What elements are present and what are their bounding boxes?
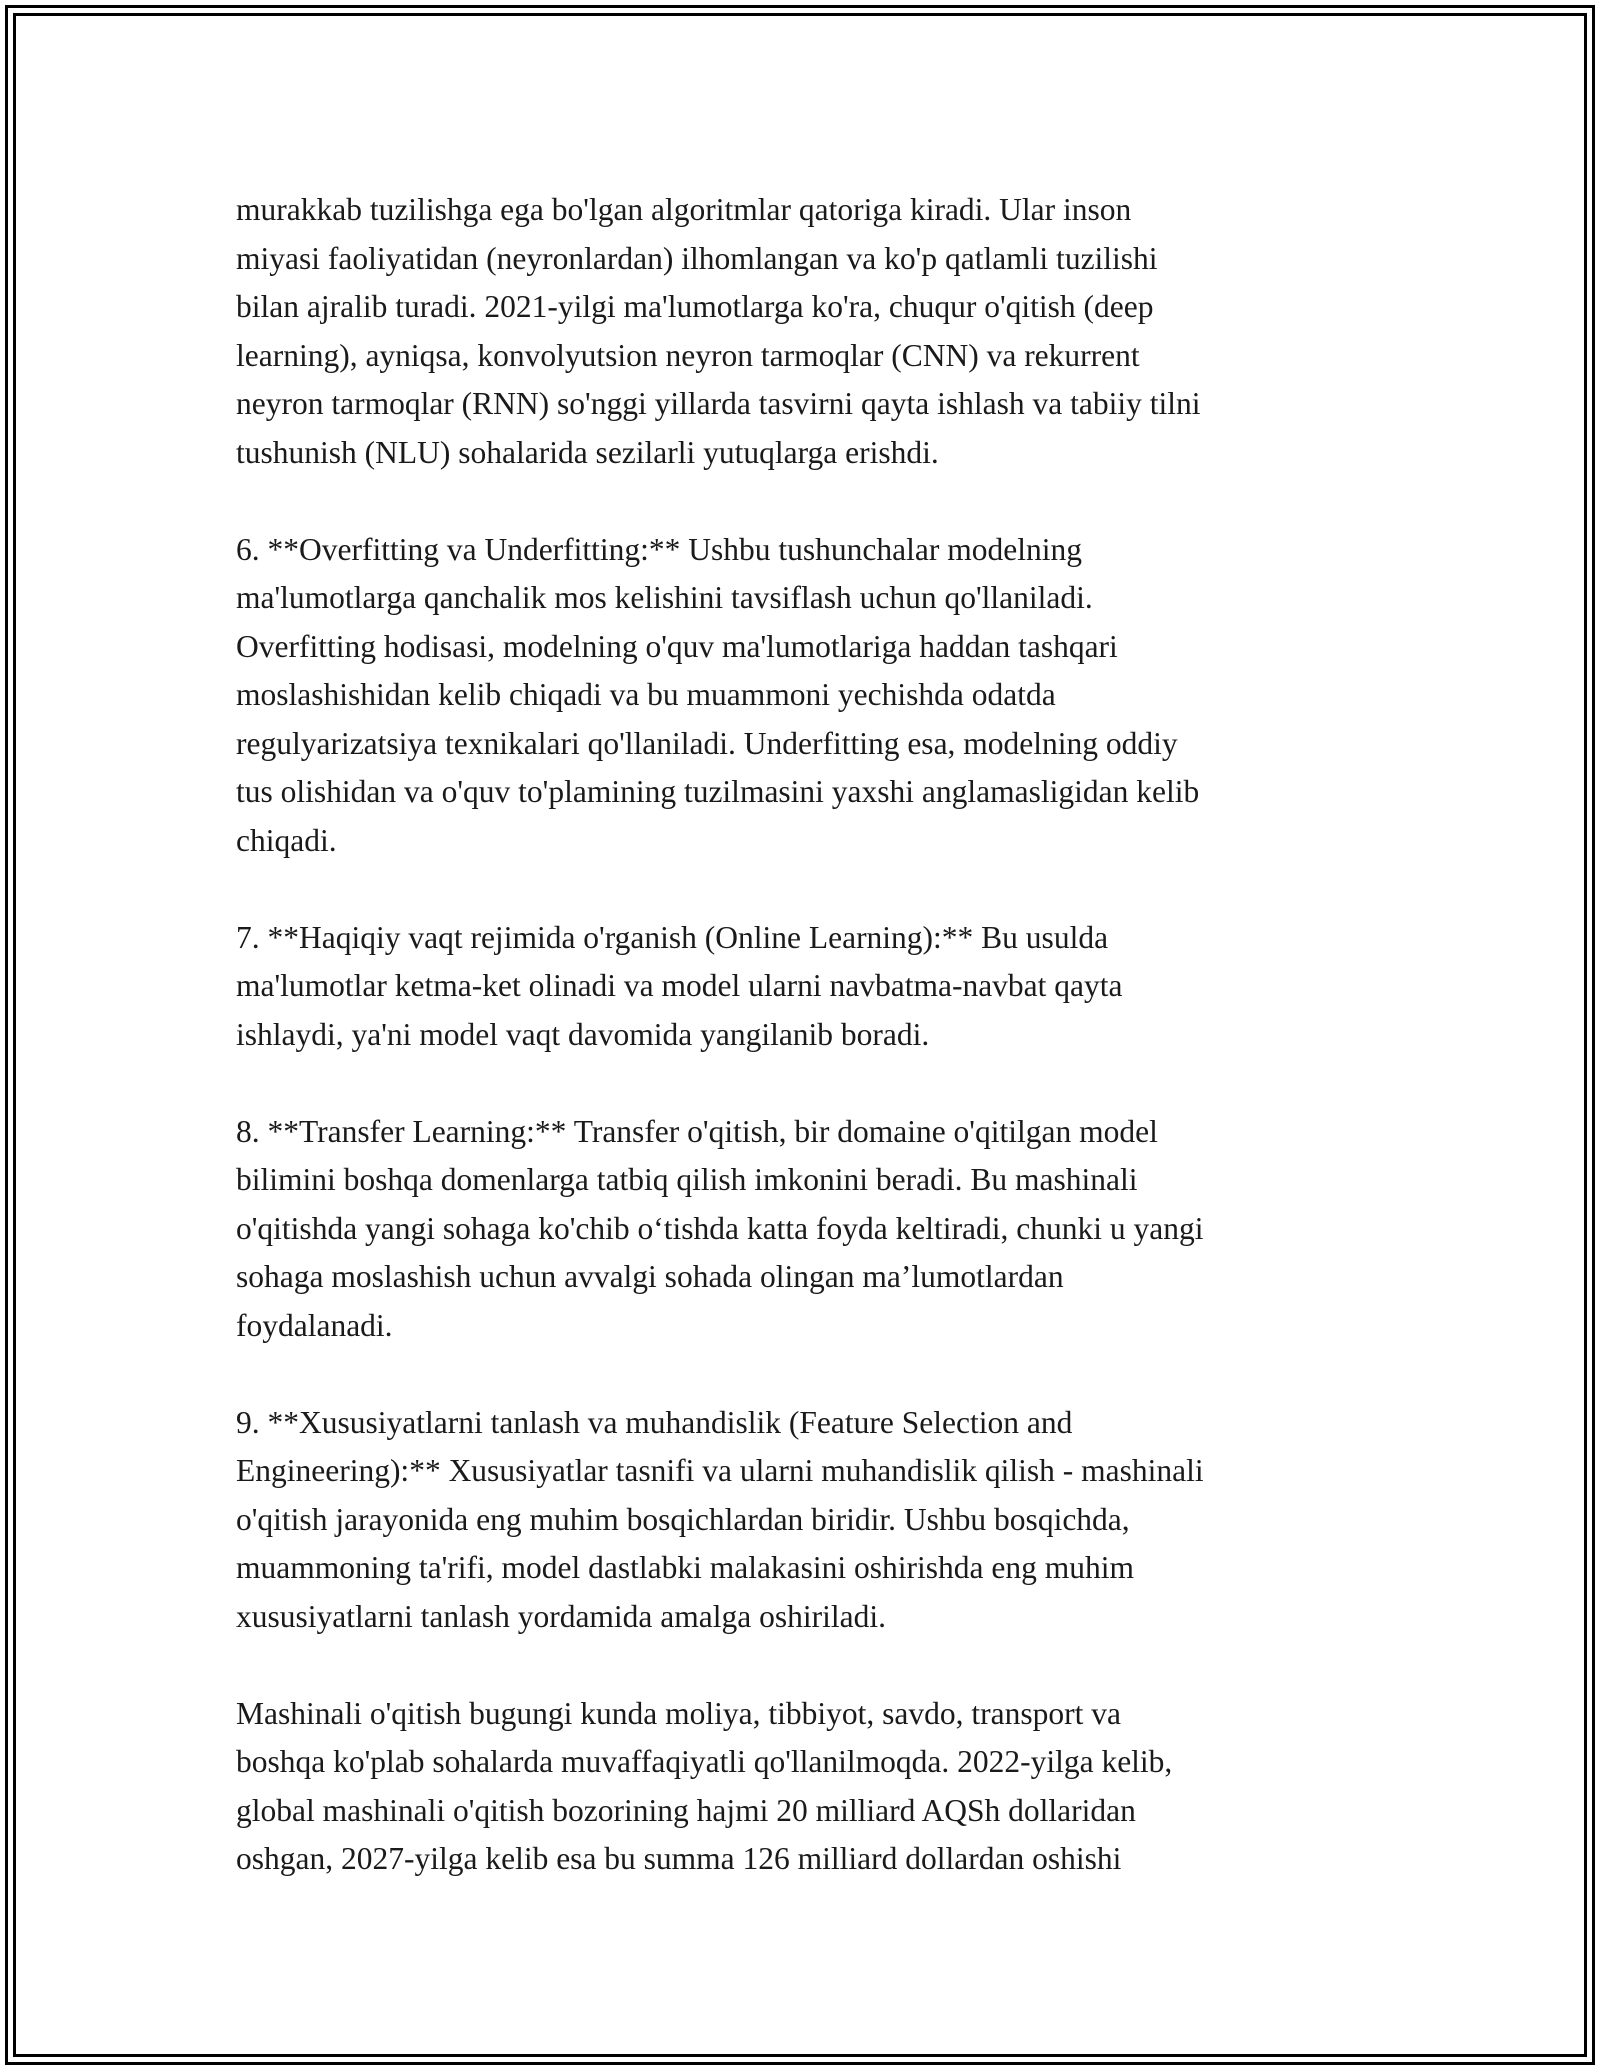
paragraph-market-overview: Mashinali o'qitish bugungi kunda moliya, tibbiyot, savdo, transport va boshqa ko'plab sohalarda muvaffaqiyatli qo'llanilmoqda. 2022-yilga kelib, global mashinali o'qitish bozorining hajmi 20 milliard AQSh dollaridan oshgan, 2027-yilga kelib esa bu summa 126 milliard dollardan oshishi xyxy=(236,1695,1173,1876)
paragraph-overfitting-underfitting: 6. **Overfitting va Underfitting:** Ushbu tushunchalar modelning ma'lumotlarga qanchalik mos kelishini tavsiflash uchun qo'llaniladi. Overfitting hodisasi, modelning o'quv ma'lumotlariga haddan tashqari moslashishidan kelib chiqadi va bu muammoni yechishda odatda regulyarizatsiya texnikalari qo'llaniladi. Underfitting esa, modelning oddiy tus olishidan va o'quv to'plamining tuzilmasini yaxshi anglamasligidan kelib chiqadi. xyxy=(236,531,1200,858)
paragraph-online-learning: 7. **Haqiqiy vaqt rejimida o'rganish (Online Learning):** Bu usulda ma'lumotlar ketma-ket olinadi va model ularni navbatma-navbat qayta ishlaydi, ya'ni model vaqt davomida yangilanib boradi. xyxy=(236,919,1123,1052)
paragraph-deep-learning: murakkab tuzilishga ega bo'lgan algoritmlar qatoriga kiradi. Ular inson miyasi faoliyatidan (neyronlardan) ilhomlangan va ko'p qatlamli tuzilishi bilan ajralib turadi. 2021-yilgi ma'lumotlarga ko'ra, chuqur o'qitish (deep learning), ayniqsa, konvolyutsion neyron tarmoqlar (CNN) va rekurrent neyron tarmoqlar (RNN) so'nggi yillarda tasvirni qayta ishlash va tabiiy tilni tushunish (NLU) sohalarida sezilarli yutuqlarga erishdi. xyxy=(236,192,1201,470)
document-body xyxy=(236,186,1371,1884)
paragraph-feature-selection: 9. **Xususiyatlarni tanlash va muhandislik (Feature Selection and Engineering):** Xususiyatlar tasnifi va ularni muhandislik qilish - mashinali o'qitish jarayonida eng muhim bosqichlardan biridir. Ushbu bosqichda, muammoning ta'rifi, model dastlabki malakasini oshirishda eng muhim xususiyatlarni tanlash yordamida amalga oshiriladi. xyxy=(236,1404,1204,1634)
paragraph-transfer-learning: 8. **Transfer Learning:** Transfer o'qitish, bir domaine o'qitilgan model bilimini boshqa domenlarga tatbiq qilish imkonini beradi. Bu mashinali o'qitishda yangi sohaga ko'chib o‘tishda katta foyda keltiradi, chunki u yangi sohaga moslashish uchun avvalgi sohada olingan ma’lumotlardan foydalanadi. xyxy=(236,1113,1204,1343)
